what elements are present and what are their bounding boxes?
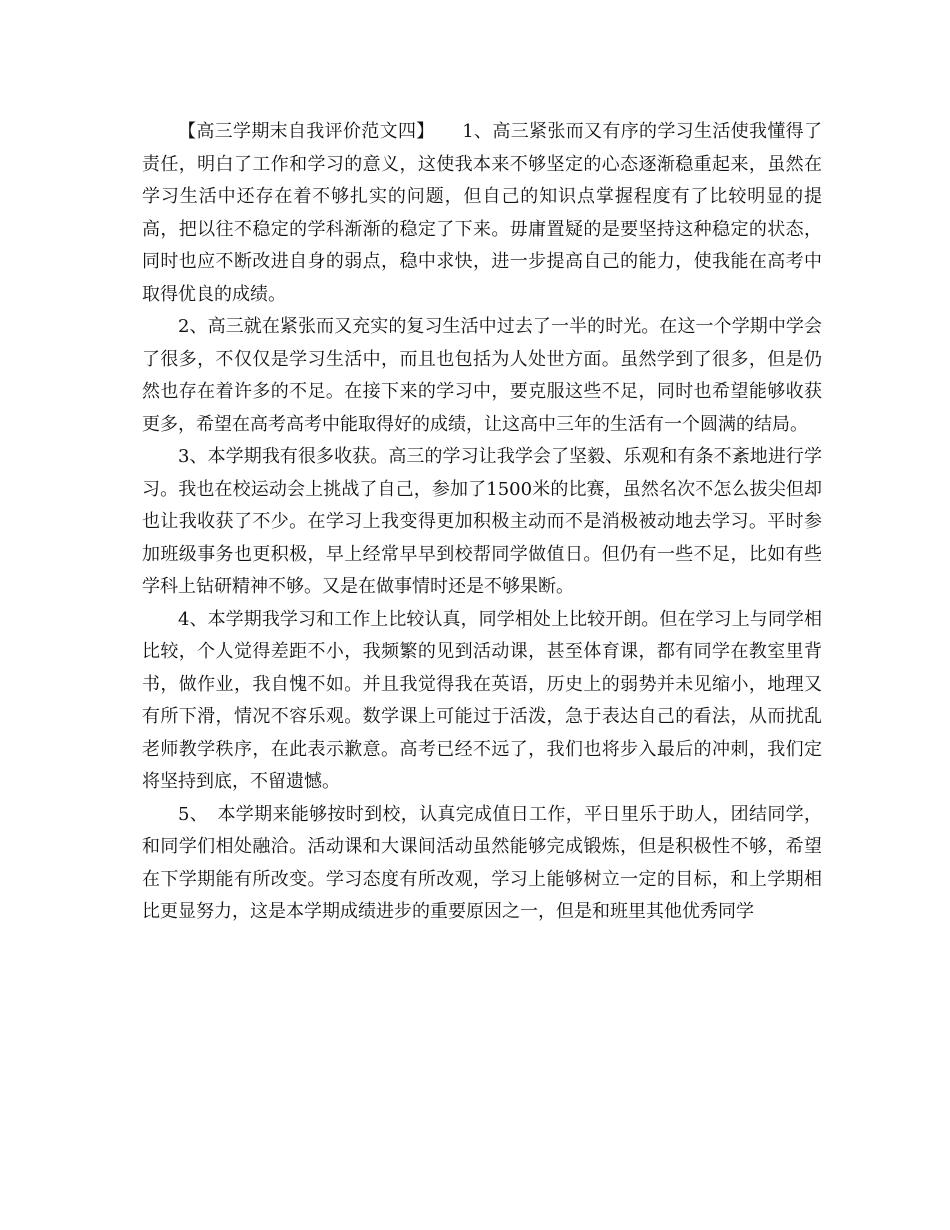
paragraph-3: 3、本学期我有很多收获。高三的学习让我学会了坚毅、乐观和有条不紊地进行学习。我也在校运动会上挑战了自己，参加了1500米的比赛，虽然名次不怎么拔尖但却也让我收获了不少。在学习上我变得更加积极主动而不是消极被动地去学习。平时参加班级事务也更积极，早上经常早早到校帮同学做值日。但仍有一些不足，比如有些学科上钻研精神不够。又是在做事情时还是不够果断。 — [142, 446, 822, 597]
paragraph-1: 【高三学期末自我评价范文四】 1、高三紧张而又有序的学习生活使我懂得了责任，明白了工作和学习的意义，这使我本来不够坚定的心态逐渐稳重起来，虽然在学习生活中还存在着不够扎实的问题，但自己的知识点掌握程度有了比较明显的提高，把以往不稳定的学科渐渐的稳定了下来。毋庸置疑的是要坚持这种稳定的状态，同时也应不断改进自身的弱点，稳中求快，进一步提高自己的能力，使我能在高考中取得优良的成绩。 — [142, 121, 822, 305]
paragraph-4: 4、本学期我学习和工作上比较认真，同学相处上比较开朗。但在学习上与同学相比较，个人觉得差距不小，我频繁的见到活动课，甚至体育课，都有同学在教室里背书，做作业，我自愧不如。并且我觉得我在英语，历史上的弱势并未见缩小，地理又有所下滑，情况不容乐观。数学课上可能过于活泼，急于表达自己的看法，从而扰乱老师教学秩序，在此表示歉意。高考已经不远了，我们也将步入最后的冲刺，我们定将坚持到底，不留遗憾。 — [142, 608, 822, 792]
paragraph-5: 5、 本学期来能够按时到校，认真完成值日工作，平日里乐于助人，团结同学，和同学们相处融洽。活动课和大课间活动虽然能够完成锻炼，但是积极性不够，希望在下学期能有所改变。学习态度有所改观，学习上能够树立一定的目标，和上学期相比更显努力，这是本学期成绩进步的重要原因之一，但是和班里其他优秀同学 — [142, 803, 822, 922]
document-body — [142, 116, 822, 929]
paragraph-2: 2、高三就在紧张而又充实的复习生活中过去了一半的时光。在这一个学期中学会了很多，不仅仅是学习生活中，而且也包括为人处世方面。虽然学到了很多，但是仍然也存在着许多的不足。在接下来的学习中，要克服这些不足，同时也希望能够收获更多，希望在高考高考中能取得好的成绩，让这高中三年的生活有一个圆满的结局。 — [142, 316, 822, 435]
